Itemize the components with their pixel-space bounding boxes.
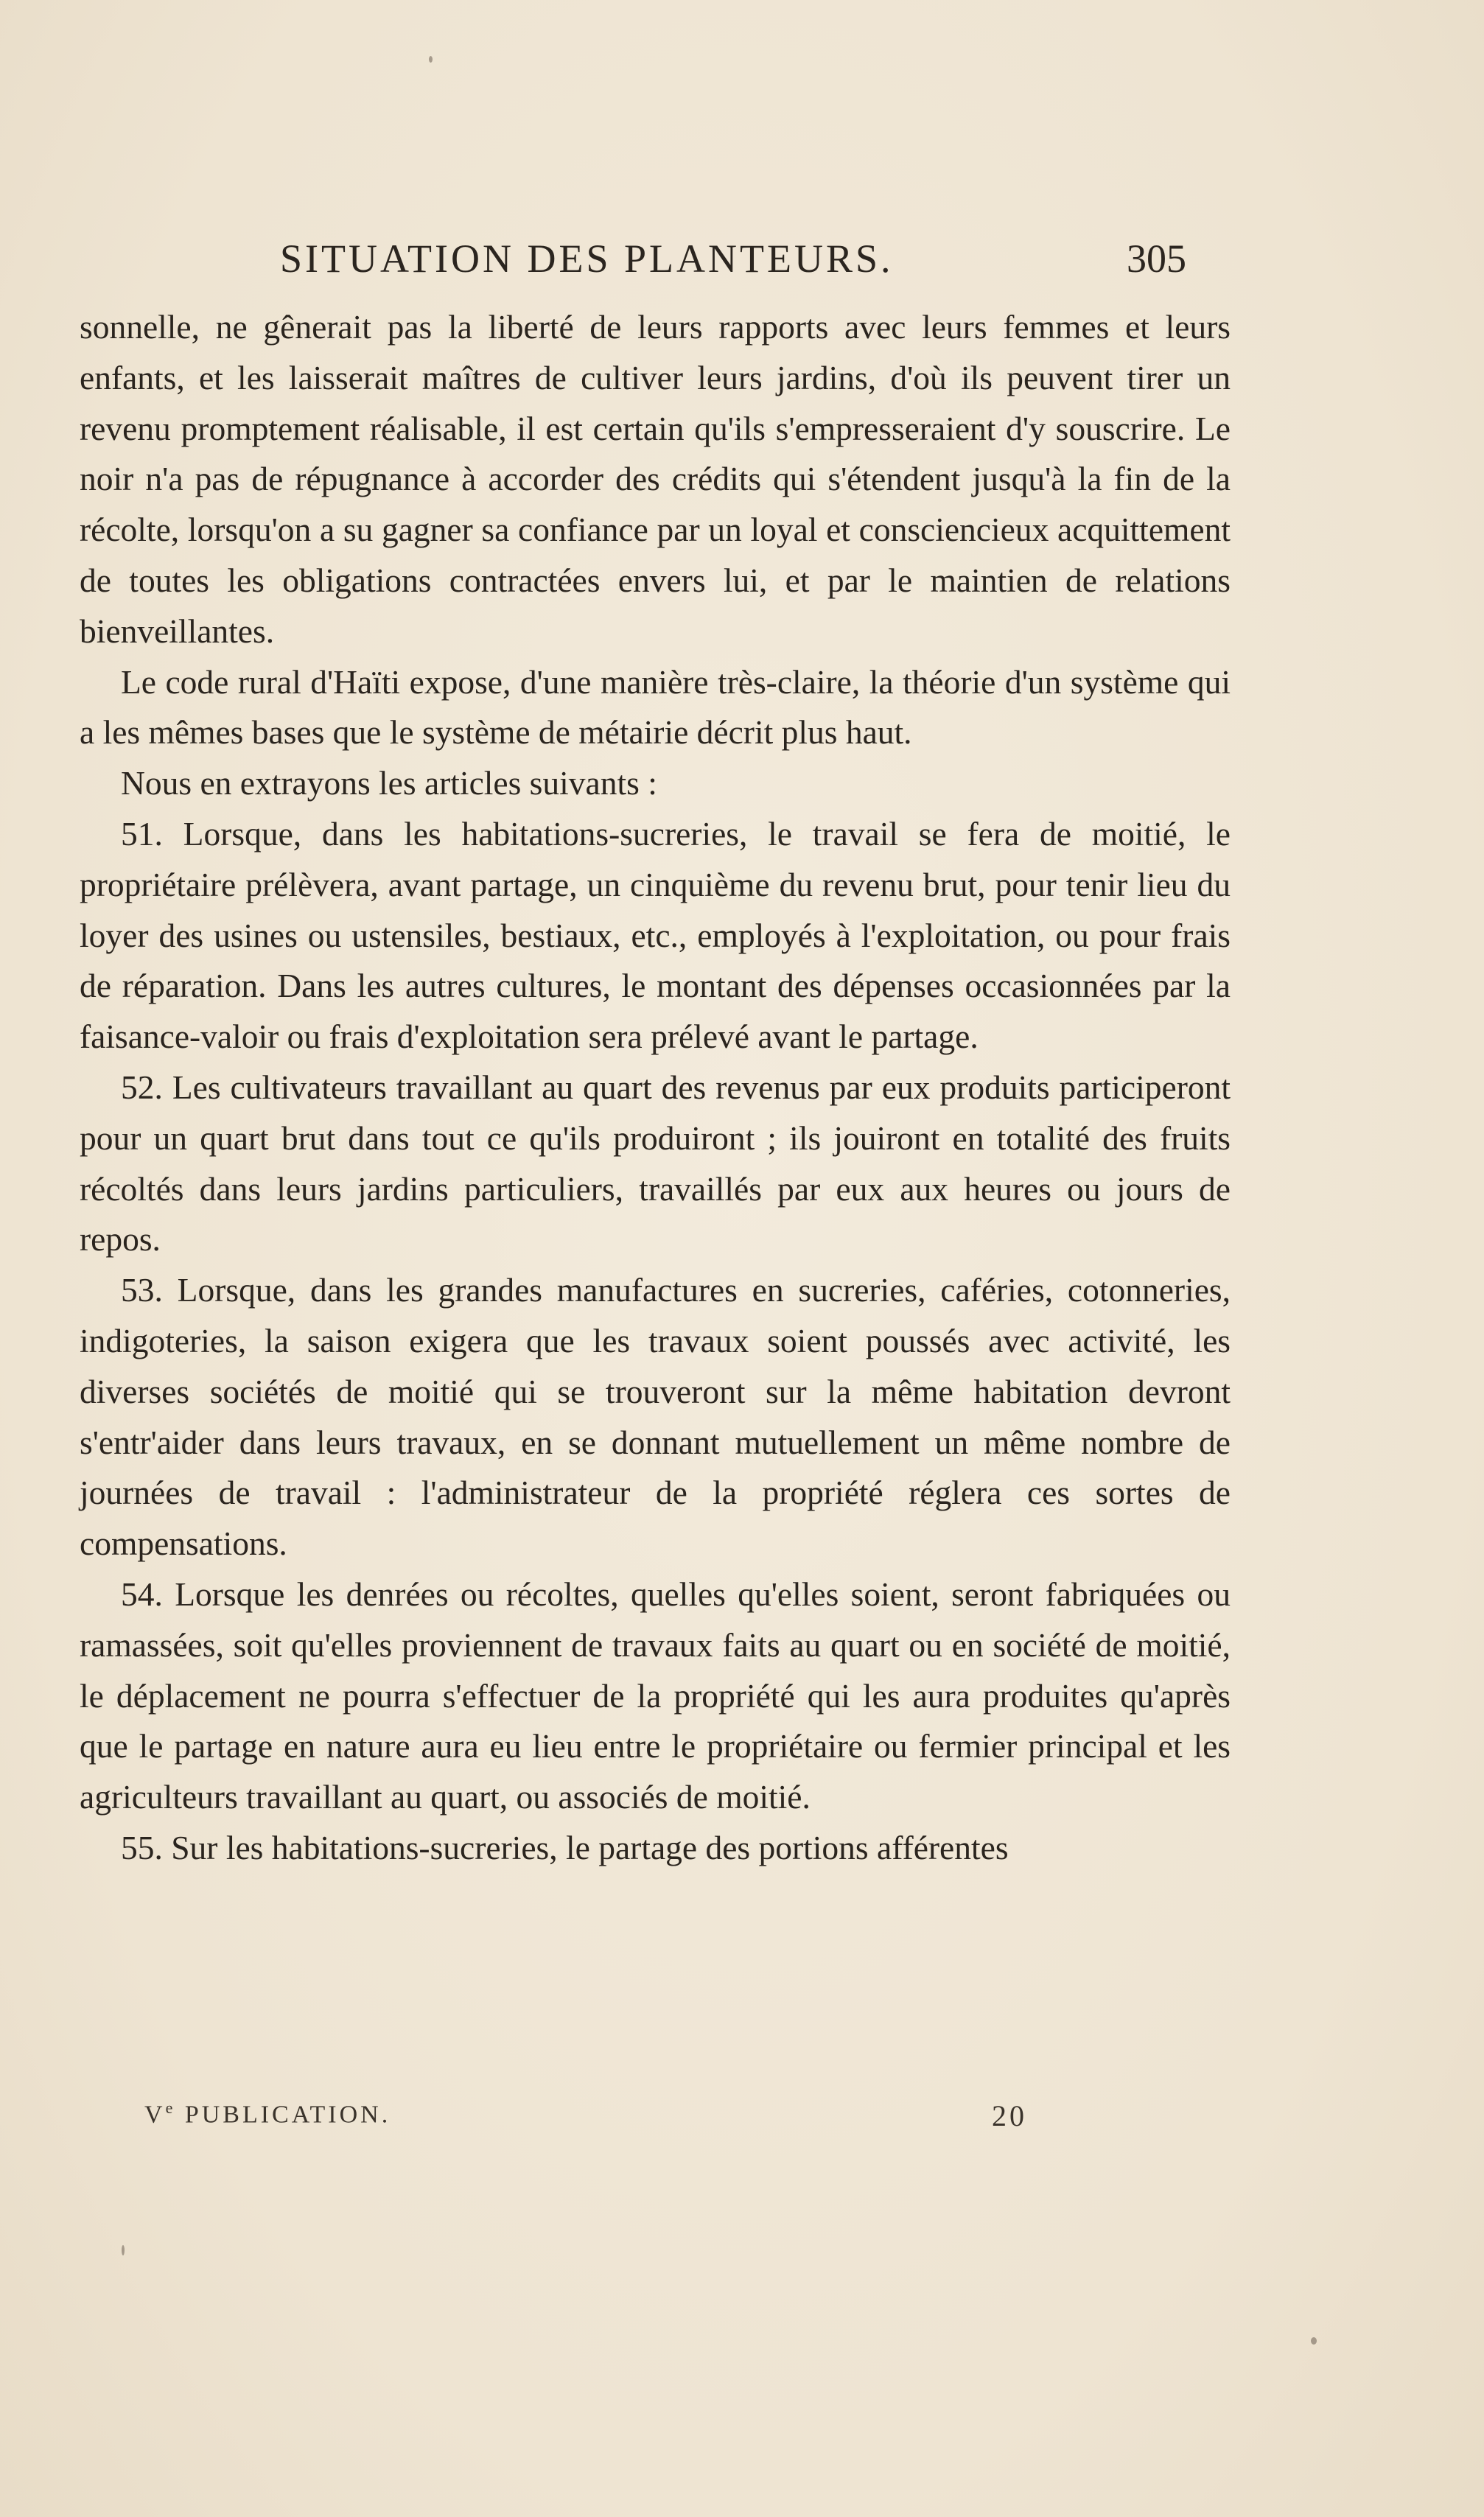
- body-text: [80, 302, 1231, 1874]
- article-55: 55. Sur les habitations-sucreries, le partage des portions afférentes: [121, 1828, 1009, 1866]
- signature-mark-rest: PUBLICATION.: [175, 2101, 391, 2129]
- paragraph-code-rural: Le code rural d'Haïti expose, d'une manière très-claire, la théorie d'un système qui a les mêmes bases que le système de métairie décrit plus haut.: [80, 662, 1231, 752]
- article-54: 54. Lorsque les denrées ou récoltes, quelles qu'elles soient, seront fabriquées ou ramassées, soit qu'elles proviennent de travaux faits au quart ou en société de moitié, le déplacement ne pourra s'effectuer de la propriété qui les aura produites qu'après que le partage en nature aura eu lieu entre le propriétaire ou fermier principal et les agriculteurs travaillant au quart, ou associés de moitié.: [80, 1575, 1231, 1816]
- paper-speck: [122, 2245, 125, 2255]
- paper-speck: [429, 56, 433, 63]
- signature-mark-sup: e: [165, 2098, 176, 2117]
- page-number: 305: [1127, 237, 1186, 281]
- signature-mark-main: V: [144, 2101, 166, 2129]
- paragraph-extract-intro: Nous en extrayons les articles suivants :: [121, 764, 657, 802]
- signature-mark: [144, 2098, 391, 2129]
- running-head: SITUATION DES PLANTEURS.: [280, 237, 894, 281]
- paper-speck: [1311, 2337, 1317, 2345]
- article-53: 53. Lorsque, dans les grandes manufactures en sucreries, caféries, cotonneries, indigoteries, la saison exigera que les travaux soient poussés avec activité, les diverses sociétés de moitié qui se trouveront sur la même habitation devront s'entr'aider dans leurs travaux, en se donnant mutuellement un même nombre de journées de travail : l'administrateur de la propriété réglera ces sortes de compensations.: [80, 1271, 1231, 1563]
- page-footer: [144, 2098, 1051, 2143]
- article-51: 51. Lorsque, dans les habitations-sucreries, le travail se fera de moitié, le propriétaire prélèvera, avant partage, un cinquième du revenu brut, pour tenir lieu du loyer des usines ou ustensiles, bestiaux, etc., employés à l'exploitation, ou pour frais de réparation. Dans les autres cultures, le montant des dépenses occasionnées par la faisance-valoir ou frais d'exploitation sera prélevé avant le partage.: [80, 814, 1231, 1056]
- article-52: 52. Les cultivateurs travaillant au quart des revenus par eux produits participeront pour un quart brut dans tout ce qu'ils produiront ; ils jouiront en totalité des fruits récoltés dans leurs jardins particuliers, travaillés par eux aux heures ou jours de repos.: [80, 1068, 1231, 1258]
- page-header: [280, 236, 1186, 287]
- sheet-number: 20: [992, 2099, 1027, 2132]
- paragraph-continuation: sonnelle, ne gênerait pas la liberté de leurs rapports avec leurs femmes et leurs enfants, et les laisserait maîtres de cultiver leurs jardins, d'où ils peuvent tirer un revenu promptement réalisable, il est certain qu'ils s'empresseraient d'y souscrire. Le noir n'a pas de répugnance à accorder des crédits qui s'étendent jusqu'à la fin de la récolte, lorsqu'on a su gagner sa confiance par un loyal et consciencieux acquittement de toutes les obligations contractées envers lui, et par le maintien de relations bienveillantes.: [80, 308, 1231, 650]
